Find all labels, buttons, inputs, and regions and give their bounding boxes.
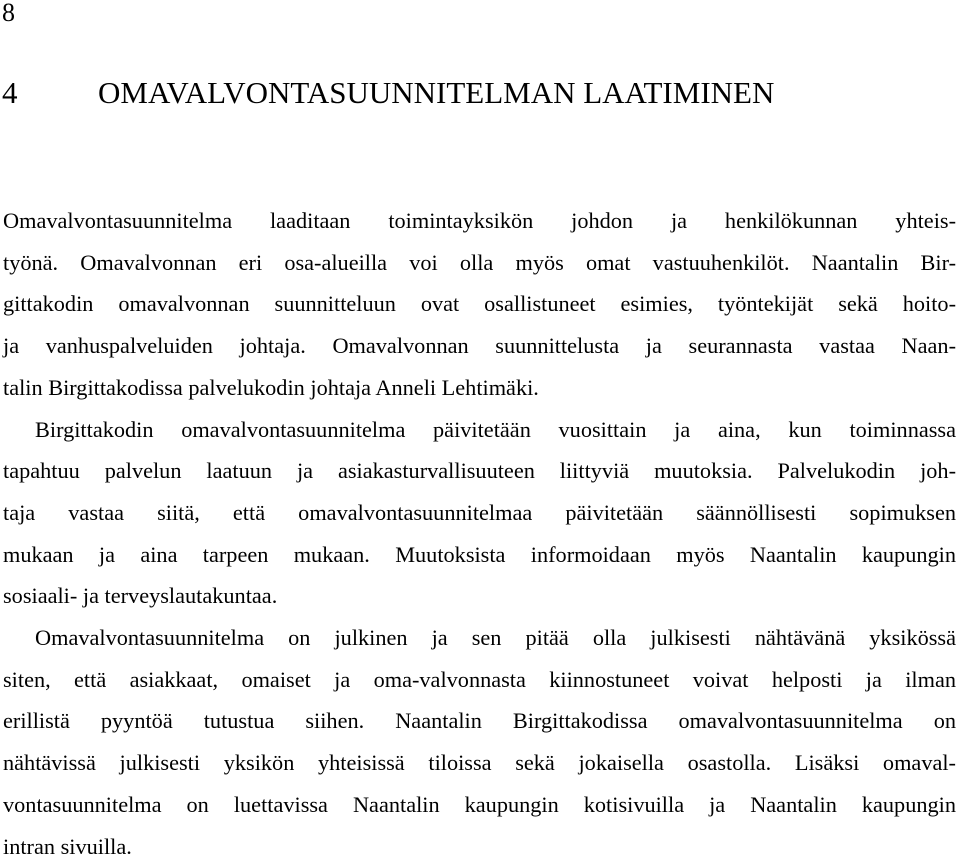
paragraph-line: intran sivuilla.: [3, 833, 132, 859]
page-number: 8: [2, 0, 15, 27]
paragraph-1: [3, 200, 956, 409]
section-title: OMAVALVONTASUUNNITELMAN LAATIMINEN: [98, 75, 775, 110]
paragraph-line: työnä. Omavalvonnan eri osa-alueilla voi olla myös omat vastuuhenkilöt. Naantalin Bir-: [3, 249, 956, 275]
paragraph-line: talin Birgittakodissa palvelukodin johtaja Anneli Lehtimäki.: [3, 374, 539, 400]
paragraph-line: erillistä pyyntöä tutustua siihen. Naantalin Birgittakodissa omavalvontasuunnitelma on: [3, 708, 956, 734]
paragraph-line: tapahtuu palvelun laatuun ja asiakasturvallisuuteen liittyviä muutoksia. Palvelukodin joh-: [3, 458, 956, 484]
paragraph-line: Birgittakodin omavalvontasuunnitelma päivitetään vuosittain ja aina, kun toiminnassa: [35, 416, 956, 442]
paragraph-line: siten, että asiakkaat, omaiset ja oma-valvonnasta kiinnostuneet voivat helposti ja ilman: [3, 666, 956, 692]
body-text: [3, 200, 956, 867]
paragraph-line: Omavalvontasuunnitelma laaditaan toimintayksikön johdon ja henkilökunnan yhteis-: [3, 208, 956, 233]
paragraph-line: ja vanhuspalveluiden johtaja. Omavalvonnan suunnittelusta ja seurannasta vastaa Naan-: [3, 333, 956, 359]
paragraph-line: gittakodin omavalvonnan suunnitteluun ovat osallistuneet esimies, työntekijät sekä hoito-: [3, 291, 956, 317]
paragraph-line: Omavalvontasuunnitelma on julkinen ja sen pitää olla julkisesti nähtävänä yksikössä: [35, 625, 956, 651]
paragraph-line: sosiaali- ja terveyslautakuntaa.: [3, 583, 278, 609]
paragraph-line: vontasuunnitelma on luettavissa Naantalin kaupungin kotisivuilla ja Naantalin kaupungin: [3, 791, 956, 817]
section-number: 4: [2, 75, 18, 110]
paragraph-line: nähtävissä julkisesti yksikön yhteisissä tiloissa sekä jokaisella osastolla. Lisäksi omaval-: [3, 750, 956, 776]
paragraph-line: mukaan ja aina tarpeen mukaan. Muutoksista informoidaan myös Naantalin kaupungin: [3, 541, 956, 567]
paragraph-line: taja vastaa siitä, että omavalvontasuunnitelmaa päivitetään säännöllisesti sopimuksen: [3, 499, 956, 525]
paragraph-2: [3, 409, 956, 618]
paragraph-3: [3, 617, 956, 867]
